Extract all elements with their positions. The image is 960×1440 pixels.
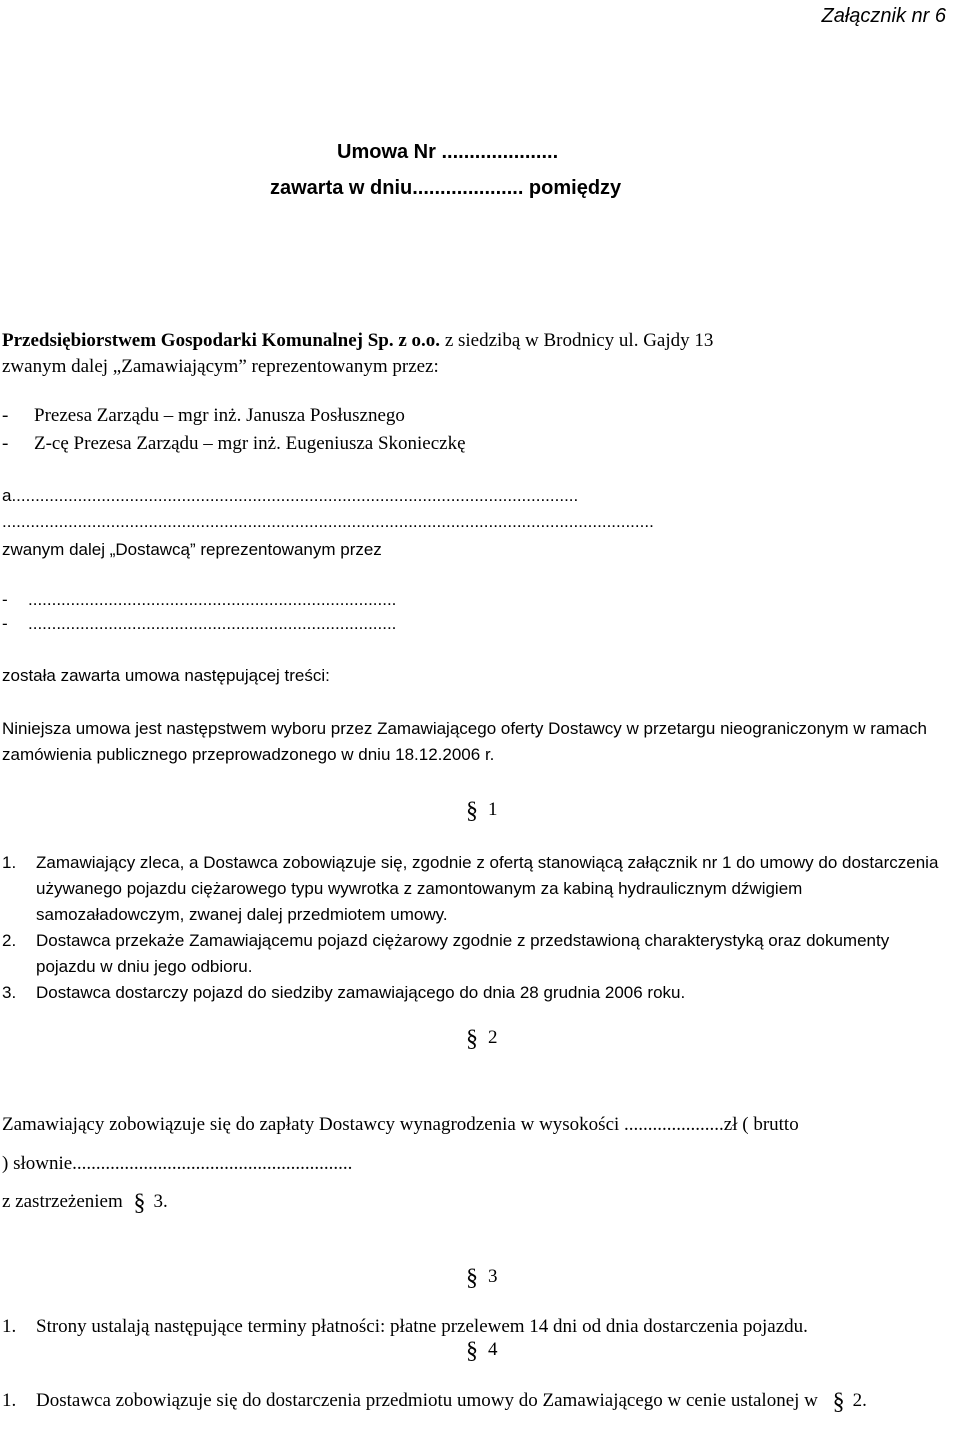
section-2-text-line-2: ) słownie........................................................... — [2, 1153, 353, 1174]
supplier-line-1: a........................................................................................................................ — [2, 486, 579, 505]
contract-date-line: zawarta w dniu.................... pomiędzy — [270, 177, 622, 199]
section-3-item-1: 1. Strony ustalają następujące terminy płatności: płatne przelewem 14 dni od dnia dostarczenia pojazdu. — [2, 1316, 808, 1337]
buyer-rep-1: - Prezesa Zarządu – mgr inż. Janusza Posłusznego — [2, 405, 405, 426]
section-1-item-2: 2. Dostawca przekaże Zamawiającemu pojazd ciężarowy zgodnie z przedstawioną charakterystyką oraz dokumenty pojazdu w dniu jego odbioru. — [2, 931, 890, 976]
supplier-called: zwanym dalej „Dostawcą” reprezentowanym przez — [2, 540, 382, 559]
buyer-name: Przedsiębiorstwem Gospodarki Komunalnej Sp. z o.o. — [2, 330, 441, 351]
supplier-rep-1: - .............................................................................. — [2, 590, 397, 609]
section-symbol: § — [466, 798, 478, 824]
section-1-heading: § 1 — [466, 798, 498, 824]
buyer-rep-2: - Z-cę Prezesa Zarządu – mgr inż. Eugeniusza Skonieczkę — [2, 433, 466, 454]
section-1-item-3: 3. Dostawca dostarczy pojazd do siedziby zamawiającego do dnia 28 grudnia 2006 roku. — [2, 983, 686, 1002]
contract-title: Umowa Nr ..................... — [337, 141, 559, 163]
annex-label: Załącznik nr 6 — [821, 5, 946, 27]
section-4-heading: § 4 — [466, 1338, 498, 1364]
buyer-called: zwanym dalej „Zamawiającym” reprezentowanym przez: — [2, 356, 439, 377]
section-2-heading: § 2 — [466, 1026, 498, 1052]
supplier-rep-2: - .............................................................................. — [2, 614, 397, 633]
buyer-line — [2, 330, 713, 353]
section-3-heading: § 3 — [466, 1265, 498, 1291]
buyer-address: z siedzibą w Brodnicy ul. Gajdy 13 — [440, 330, 714, 351]
supplier-line-2: .......................................................................................................................................... — [2, 512, 654, 531]
section-4-item-1: 1. Dostawca zobowiązuje się do dostarczenia przedmiotu umowy do Zamawiającego w cenie ustalonej w § 2. — [2, 1389, 867, 1415]
section-1-item-1: 1. Zamawiający zleca, a Dostawca zobowiązuje się, zgodnie z ofertą stanowiącą załącznik nr 1 do umowy do dostarczenia używanego pojazdu ciężarowego typu wywrotka z zamontowanym za kabiną hydraulicznym dźwigiem samozaładowczym, zwanej dalej przedmiotem umowy. — [2, 853, 939, 924]
section-2-text-line-1: Zamawiający zobowiązuje się do zapłaty Dostawcy wynagrodzenia w wysokości .....................zł ( brutto — [2, 1114, 799, 1135]
section-2-text-line-3: z zastrzeżeniem § 3. — [2, 1190, 168, 1216]
intro-text: została zawarta umowa następującej treści: — [2, 666, 330, 685]
preamble: Niniejsza umowa jest następstwem wyboru przez Zamawiającego oferty Dostawcy w przetargu nieograniczonym w ramach zamówienia publicznego przeprowadzonego w dniu 18.12.2006 r. — [2, 719, 927, 764]
